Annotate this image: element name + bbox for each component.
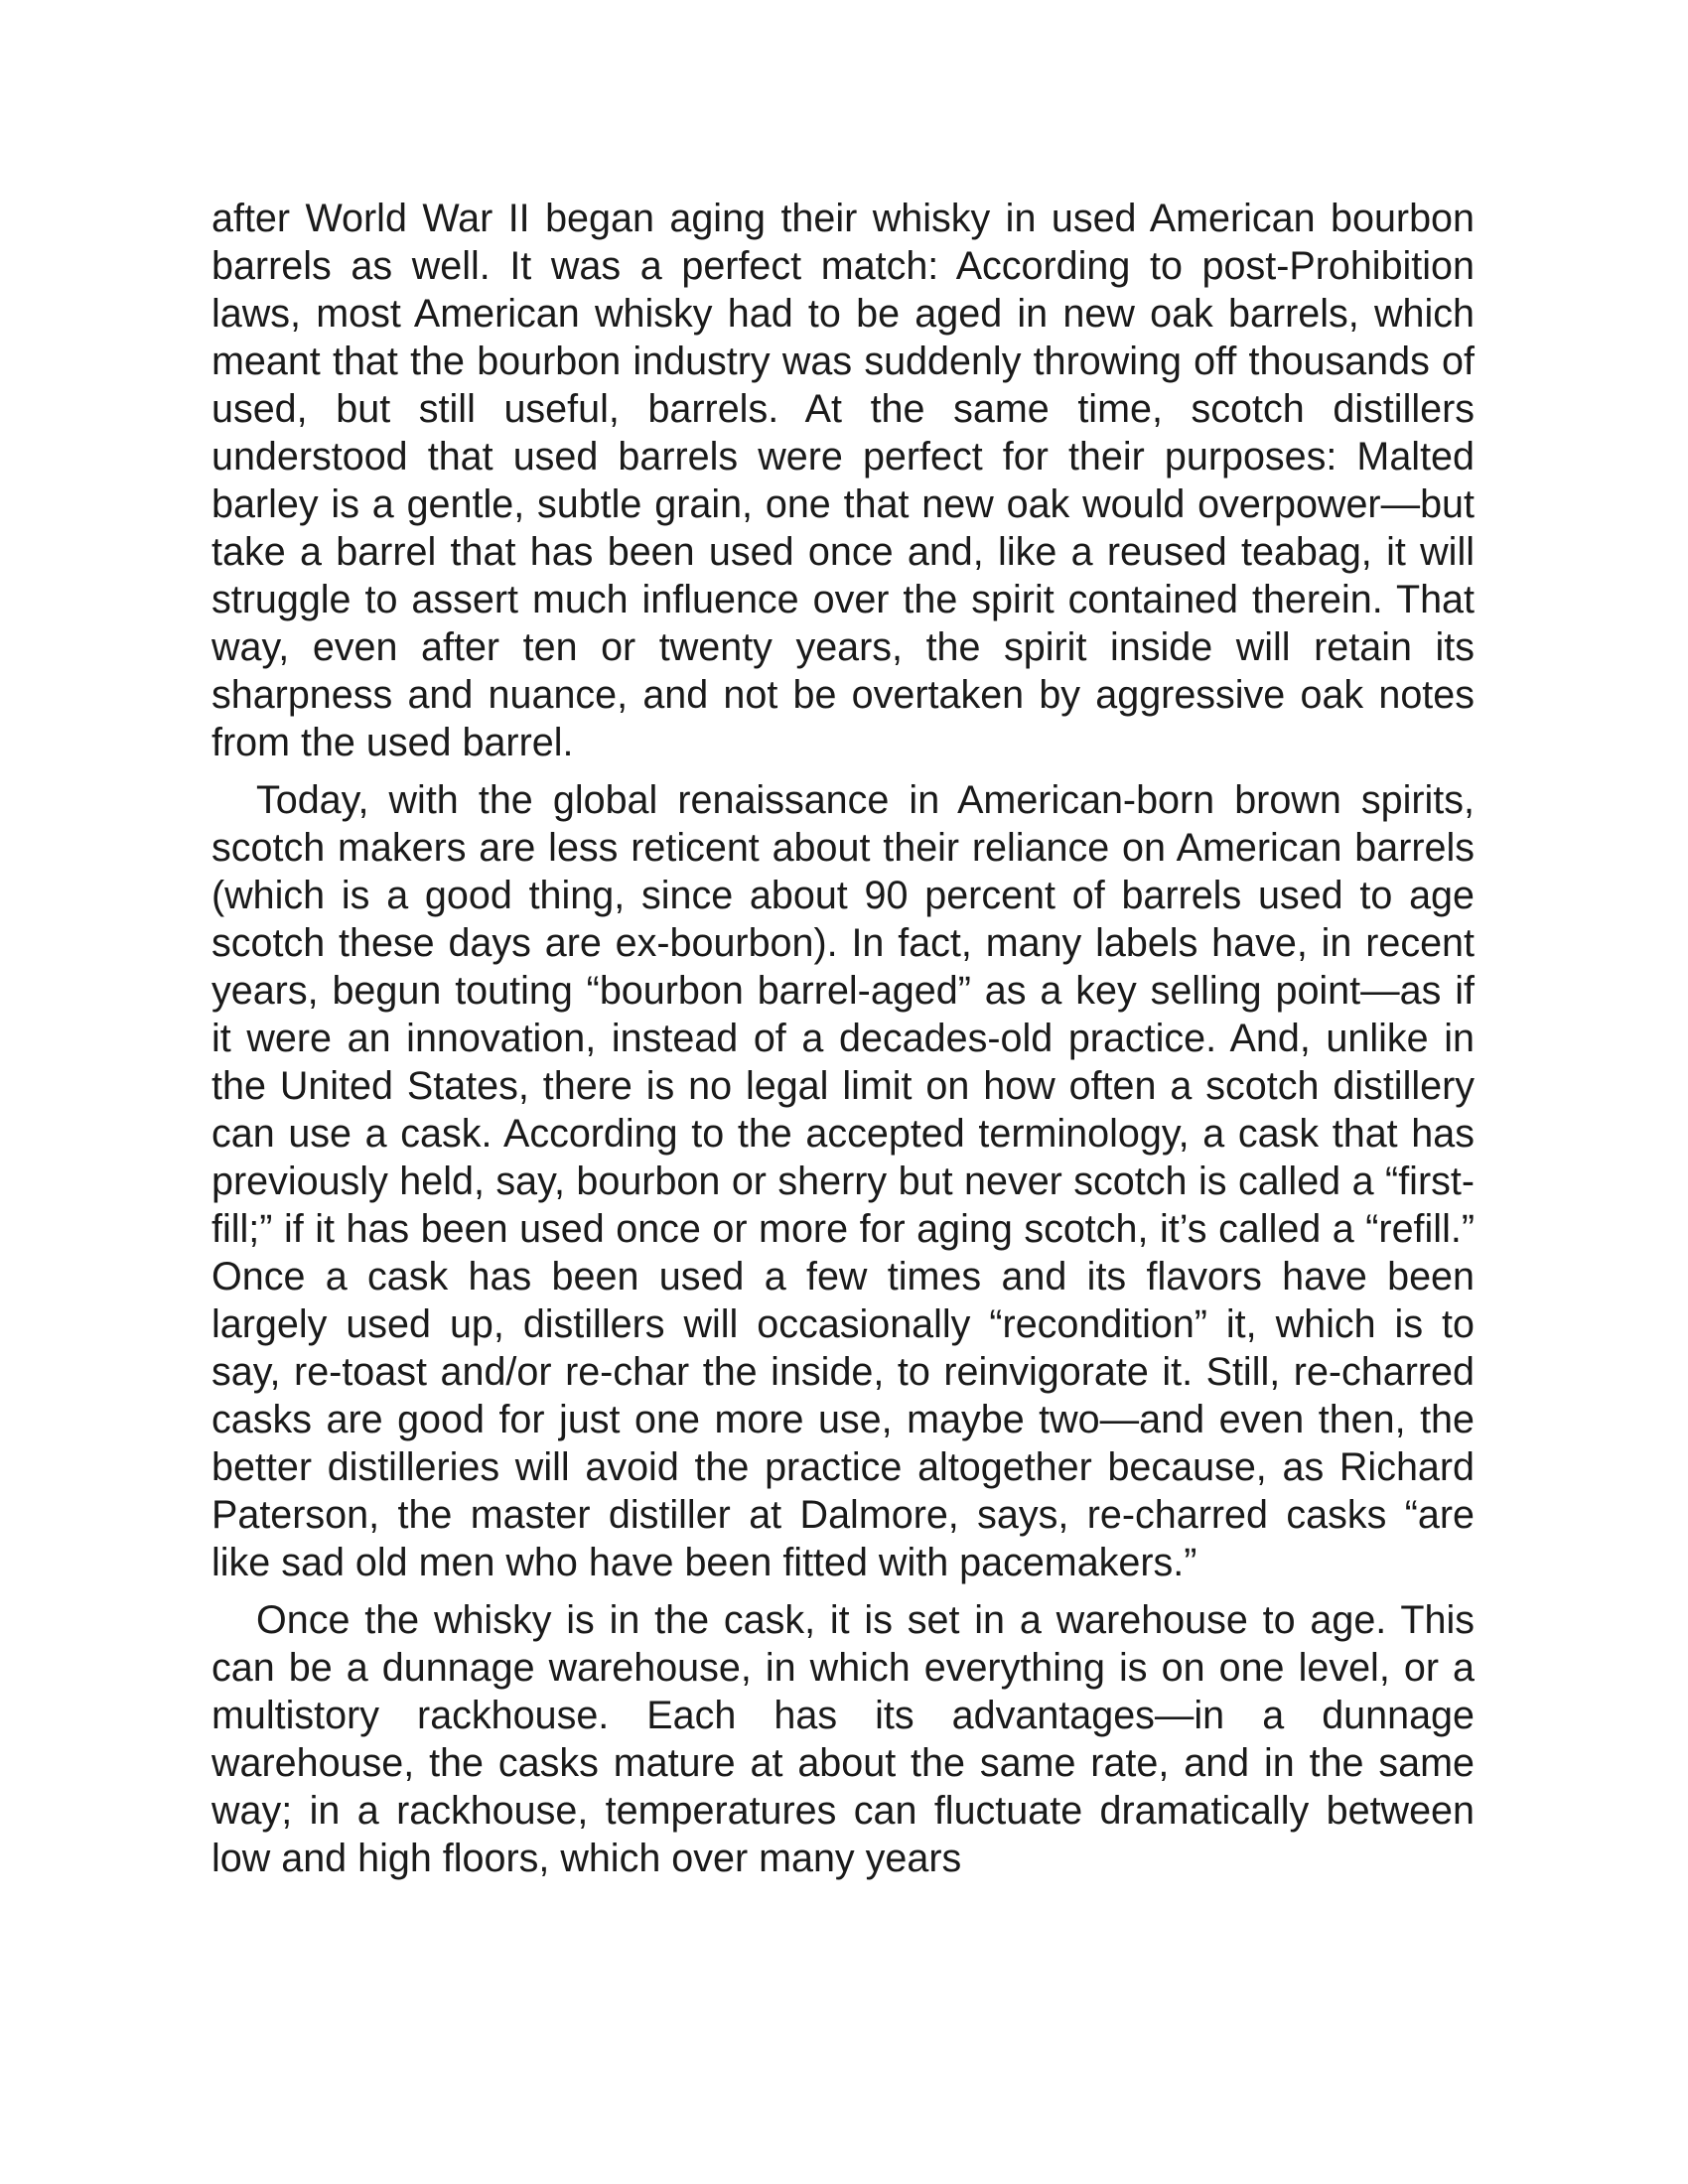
paragraph-1: after World War II began aging their whisky in used American bourbon barrels as well. It was a perfect match: According to post-Prohibition laws, most American whisky had to be aged in new oak barrels, which meant that the bourbon industry was suddenly throwing off thousands of used, but still useful, barrels. At the same time, scotch distillers understood that used barrels were perfect for their purposes: Malted barley is a gentle, subtle grain, one that new oak would overpower—but take a barrel that has been used once and, like a reused teabag, it will struggle to assert much influence over the spirit contained therein. That way, even after ten or twenty years, the spirit inside will retain its sharpness and nuance, and not be overtaken by aggressive oak notes from the used barrel. (211, 197, 1475, 764)
page-body (211, 195, 1475, 1882)
paragraph-3: Once the whisky is in the cask, it is set in a warehouse to age. This can be a dunnage warehouse, in which everything is on one level, or a multistory rackhouse. Each has its advantages—in a dunnage warehouse, the casks mature at about the same rate, and in the same way; in a rackhouse, temperatures can fluctuate dramatically between low and high floors, which over many years (211, 1598, 1475, 1880)
paragraph-2: Today, with the global renaissance in American-born brown spirits, scotch makers are less reticent about their reliance on American barrels (which is a good thing, since about 90 percent of barrels used to age scotch these days are ex-bourbon). In fact, many labels have, in recent years, begun touting “bourbon barrel-aged” as a key selling point—as if it were an innovation, instead of a decades-old practice. And, unlike in the United States, there is no legal limit on how often a scotch distillery can use a cask. According to the accepted terminology, a cask that has previously held, say, bourbon or sherry but never scotch is called a “first-fill;” if it has been used once or more for aging scotch, it’s called a “refill.” Once a cask has been used a few times and its flavors have been largely used up, distillers will occasionally “recondition” it, which is to say, re-toast and/or re-char the inside, to reinvigorate it. Still, re-charred casks are good for just one more use, maybe two—and even then, the better distilleries will avoid the practice altogether because, as Richard Paterson, the master distiller at Dalmore, says, re-charred casks “are like sad old men who have been fitted with pacemakers.” (211, 778, 1475, 1584)
